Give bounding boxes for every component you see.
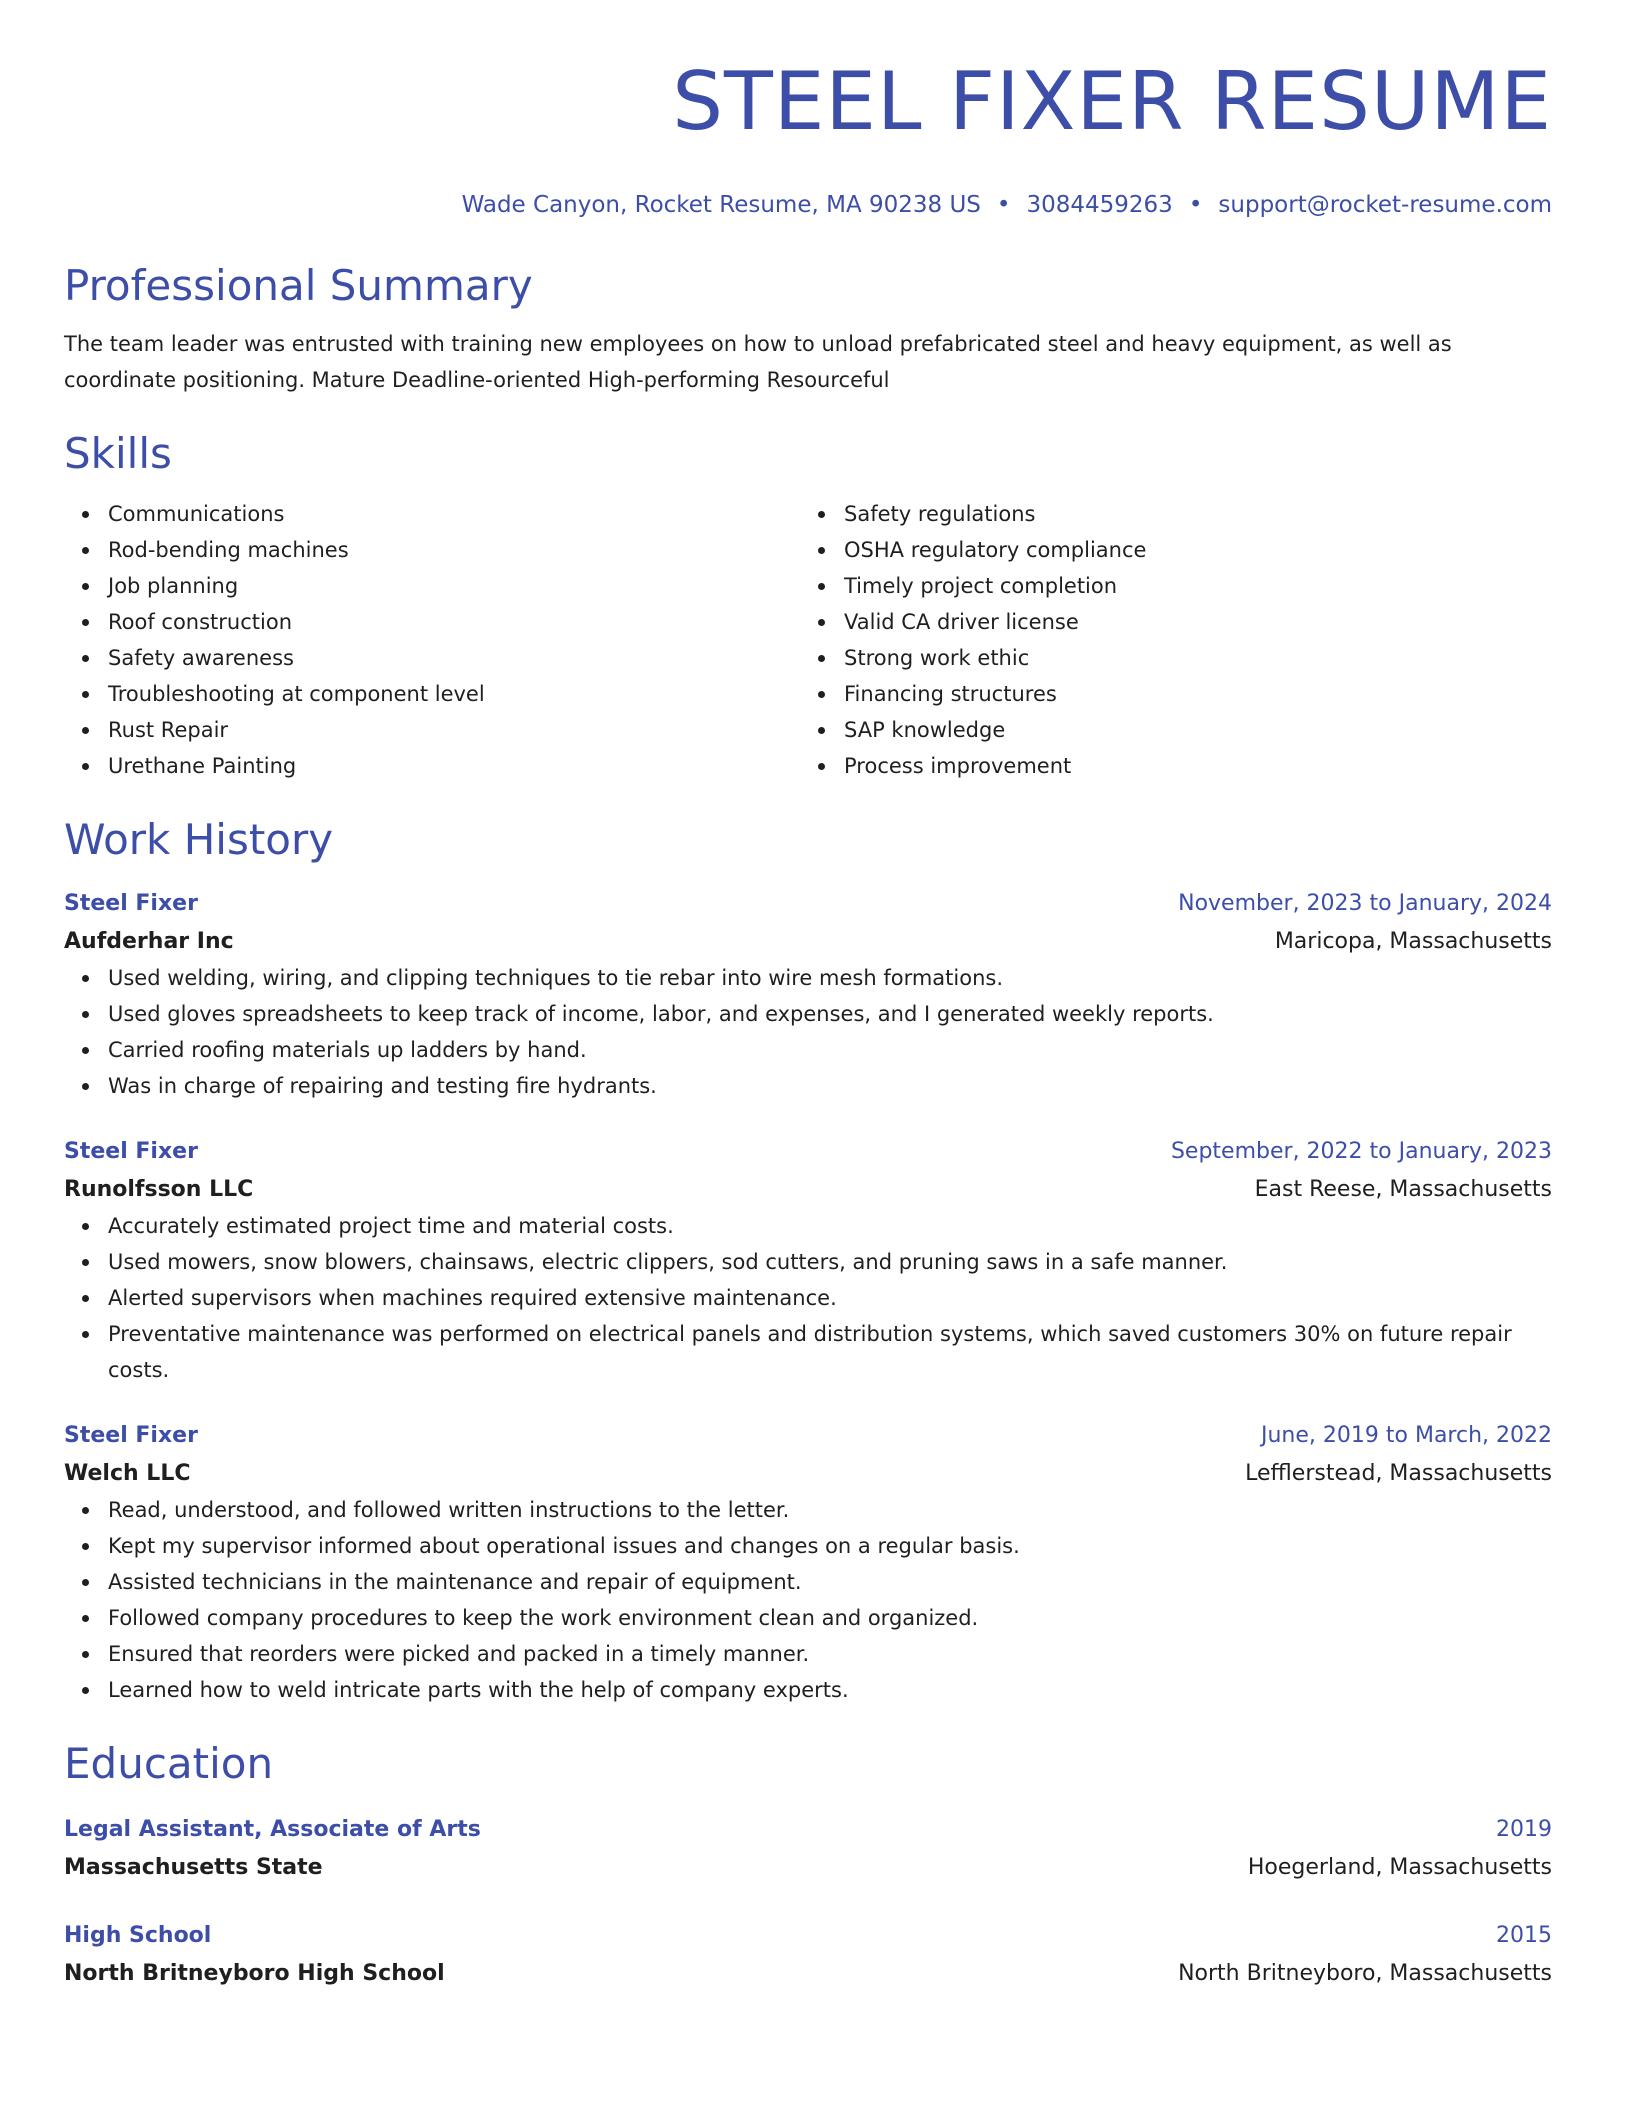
education-degree: Legal Assistant, Associate of Arts	[64, 1817, 481, 1842]
job-location: Maricopa, Massachusetts	[1274, 929, 1552, 954]
job-bullet: Was in charge of repairing and testing fire hydrants.	[108, 1068, 1552, 1104]
resume-title: STEEL FIXER RESUME	[672, 55, 1552, 148]
education-entry	[64, 1812, 1552, 1886]
job-bullets	[64, 1492, 1552, 1708]
job-bullet: Learned how to weld intricate parts with the help of company experts.	[108, 1672, 1552, 1708]
job-entry	[64, 1134, 1552, 1388]
work-history-heading: Work History	[64, 815, 334, 864]
job-location: Lefflerstead, Massachusetts	[1245, 1461, 1552, 1486]
skill-item: Troubleshooting at component level	[108, 676, 800, 712]
education-header	[64, 1812, 1552, 1848]
education-degree: High School	[64, 1923, 212, 1948]
job-header	[64, 1418, 1552, 1454]
skill-item: SAP knowledge	[844, 712, 1536, 748]
contact-line	[64, 190, 1552, 220]
job-title: Steel Fixer	[64, 1139, 198, 1164]
job-bullet: Assisted technicians in the maintenance and repair of equipment.	[108, 1564, 1552, 1600]
skill-item: Urethane Painting	[108, 748, 800, 784]
job-entry	[64, 1418, 1552, 1708]
job-dates: June, 2019 to March, 2022	[1261, 1423, 1552, 1448]
education-location: North Britneyboro, Massachusetts	[1178, 1961, 1552, 1986]
education-school: Massachusetts State	[64, 1855, 323, 1880]
job-header	[64, 1134, 1552, 1170]
skill-item: Job planning	[108, 568, 800, 604]
skill-item: Strong work ethic	[844, 640, 1536, 676]
skills-heading: Skills	[64, 429, 172, 478]
job-bullet: Kept my supervisor informed about operational issues and changes on a regular basis.	[108, 1528, 1552, 1564]
contact-separator: •	[1188, 192, 1203, 218]
job-bullet: Carried roofing materials up ladders by hand.	[108, 1032, 1552, 1068]
job-title: Steel Fixer	[64, 1423, 198, 1448]
skills-grid	[64, 496, 1552, 784]
education-heading: Education	[64, 1739, 274, 1788]
job-header	[64, 886, 1552, 922]
summary-heading: Professional Summary	[64, 261, 533, 310]
job-entry	[64, 886, 1552, 1104]
skill-item: Safety regulations	[844, 496, 1536, 532]
contact-phone: 3084459263	[1026, 192, 1173, 218]
job-dates: November, 2023 to January, 2024	[1178, 891, 1552, 916]
skill-item: Roof construction	[108, 604, 800, 640]
job-bullet: Alerted supervisors when machines required extensive maintenance.	[108, 1280, 1552, 1316]
skill-item: Timely project completion	[844, 568, 1536, 604]
job-subheader	[64, 1172, 1552, 1208]
job-location: East Reese, Massachusetts	[1254, 1177, 1552, 1202]
skill-item: Safety awareness	[108, 640, 800, 676]
job-bullet: Used gloves spreadsheets to keep track of income, labor, and expenses, and I generated weekly reports.	[108, 996, 1552, 1032]
skill-item: Communications	[108, 496, 800, 532]
contact-email: support@rocket-resume.com	[1218, 192, 1552, 218]
job-bullet: Used welding, wiring, and clipping techniques to tie rebar into wire mesh formations.	[108, 960, 1552, 996]
job-subheader	[64, 924, 1552, 960]
job-bullet: Ensured that reorders were picked and packed in a timely manner.	[108, 1636, 1552, 1672]
education-entry	[64, 1918, 1552, 1992]
contact-separator: •	[996, 192, 1011, 218]
skill-item: Rod-bending machines	[108, 532, 800, 568]
skill-item: Rust Repair	[108, 712, 800, 748]
skills-list-left	[64, 496, 800, 784]
education-subheader	[64, 1850, 1552, 1886]
job-dates: September, 2022 to January, 2023	[1170, 1139, 1552, 1164]
job-bullets	[64, 960, 1552, 1104]
skill-item: Valid CA driver license	[844, 604, 1536, 640]
education-year: 2019	[1496, 1817, 1552, 1842]
job-bullets	[64, 1208, 1552, 1388]
education-school: North Britneyboro High School	[64, 1961, 445, 1986]
skill-item: OSHA regulatory compliance	[844, 532, 1536, 568]
education-location: Hoegerland, Massachusetts	[1247, 1855, 1552, 1880]
job-company: Welch LLC	[64, 1461, 191, 1486]
job-title: Steel Fixer	[64, 891, 198, 916]
job-bullet: Preventative maintenance was performed on electrical panels and distribution systems, which saved customers 30% on future repair costs.	[108, 1316, 1552, 1388]
skills-column-left	[64, 496, 800, 784]
education-year: 2015	[1496, 1923, 1552, 1948]
job-company: Runolfsson LLC	[64, 1177, 254, 1202]
job-bullet: Accurately estimated project time and material costs.	[108, 1208, 1552, 1244]
skill-item: Financing structures	[844, 676, 1536, 712]
education-subheader	[64, 1956, 1552, 1992]
summary-text: The team leader was entrusted with training new employees on how to unload prefabricated steel and heavy equipment, as well as coordinate positioning. Mature Deadline-oriented High-performing Resourceful	[64, 332, 1452, 392]
job-bullet: Followed company procedures to keep the work environment clean and organized.	[108, 1600, 1552, 1636]
job-bullet: Read, understood, and followed written instructions to the letter.	[108, 1492, 1552, 1528]
skill-item: Process improvement	[844, 748, 1536, 784]
education-header	[64, 1918, 1552, 1954]
contact-address: Wade Canyon, Rocket Resume, MA 90238 US	[461, 192, 981, 218]
skills-list-right	[800, 496, 1536, 784]
job-subheader	[64, 1456, 1552, 1492]
skills-column-right	[800, 496, 1536, 784]
job-company: Aufderhar Inc	[64, 929, 234, 954]
job-bullet: Used mowers, snow blowers, chainsaws, electric clippers, sod cutters, and pruning saws in a safe manner.	[108, 1244, 1552, 1280]
